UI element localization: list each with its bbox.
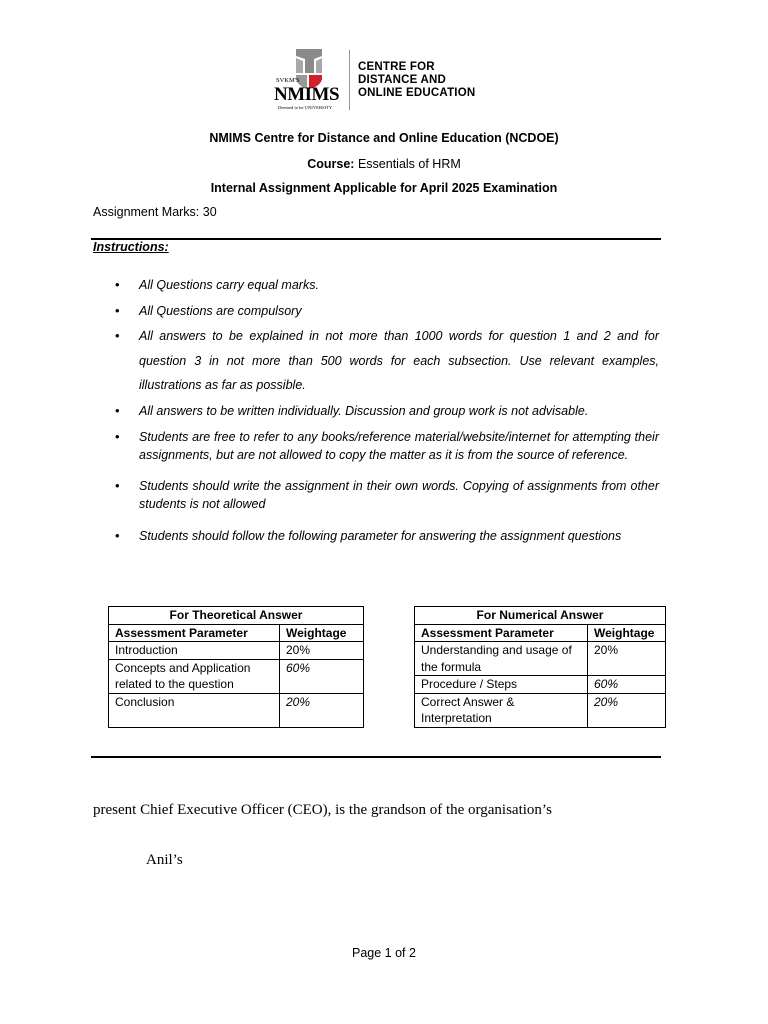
table-row bbox=[109, 659, 364, 693]
table-cell: Procedure / Steps bbox=[415, 676, 588, 694]
table-header-row bbox=[415, 624, 666, 642]
assignment-marks: Assignment Marks: 30 bbox=[93, 205, 217, 219]
nmims-emblem-icon bbox=[272, 46, 342, 114]
table-cell: 20% bbox=[280, 693, 364, 727]
body-text-line: present Chief Executive Officer (CEO), is the grandson of the organisation’s bbox=[93, 802, 552, 818]
table-cell: 60% bbox=[280, 659, 364, 693]
course-value: Essentials of HRM bbox=[357, 157, 461, 171]
table-header-row bbox=[109, 624, 364, 642]
bottom-divider bbox=[91, 756, 661, 758]
list-item: • Students should follow the following parameter for answering the assignment questions bbox=[93, 527, 659, 545]
table-cell: 20% bbox=[588, 642, 666, 676]
table-cell: 20% bbox=[280, 642, 364, 660]
list-item: • All Questions carry equal marks. bbox=[93, 276, 659, 294]
instructions-title: Instructions: bbox=[93, 240, 169, 254]
table-cell: Understanding and usage of the formula bbox=[415, 642, 588, 676]
table-cell: Conclusion bbox=[109, 693, 280, 727]
column-header: Assessment Parameter bbox=[415, 624, 588, 642]
instructions-list bbox=[93, 276, 659, 545]
table-caption: For Numerical Answer bbox=[415, 607, 666, 625]
list-item: • Students should write the assignment in their own words. Copying of assignments from other students is not allowed bbox=[93, 477, 659, 514]
course-line bbox=[0, 157, 768, 171]
logo-divider bbox=[349, 50, 350, 110]
assignment-title: Internal Assignment Applicable for April 2025 Examination bbox=[210, 181, 558, 195]
table-cell: Introduction bbox=[109, 642, 280, 660]
table-row bbox=[415, 642, 666, 676]
table-cell: Correct Answer & Interpretation bbox=[415, 693, 588, 727]
svg-text:SVKM'S: SVKM'S bbox=[276, 77, 300, 84]
body-text-line: Anil’s bbox=[146, 852, 183, 868]
table-cell: 60% bbox=[588, 676, 666, 694]
list-item: • All answers to be explained in not more than 1000 words for question 1 and 2 and for question 3 in not more than 500 words for each subsection. Use relevant examples, illustrations as far as possible. bbox=[93, 324, 659, 398]
column-header: Assessment Parameter bbox=[109, 624, 280, 642]
svg-text:Deemed to be UNIVERSITY: Deemed to be UNIVERSITY bbox=[278, 105, 333, 110]
list-item: • Students are free to refer to any books/reference material/website/internet for attempting their assignments, but are not allowed to copy the matter as it is from the source of reference. bbox=[93, 428, 659, 465]
list-item: • All answers to be written individually. Discussion and group work is not advisable. bbox=[93, 402, 659, 420]
institution-title: NMIMS Centre for Distance and Online Education (NCDOE) bbox=[209, 131, 559, 145]
table-cell: Concepts and Application related to the question bbox=[109, 659, 280, 693]
table-row bbox=[109, 693, 364, 727]
page-number: Page 1 of 2 bbox=[352, 946, 416, 960]
course-label: Course: bbox=[307, 157, 355, 171]
logo-org-name: CENTRE FOR DISTANCE AND ONLINE EDUCATION bbox=[358, 61, 476, 99]
column-header: Weightage bbox=[588, 624, 666, 642]
table-row bbox=[109, 642, 364, 660]
table-row bbox=[415, 693, 666, 727]
table-cell: 20% bbox=[588, 693, 666, 727]
top-divider bbox=[91, 238, 661, 240]
numerical-answer-table bbox=[414, 606, 666, 728]
nmims-logo bbox=[272, 46, 484, 114]
table-caption: For Theoretical Answer bbox=[109, 607, 364, 625]
theoretical-answer-table bbox=[108, 606, 364, 728]
table-row bbox=[415, 676, 666, 694]
list-item: • All Questions are compulsory bbox=[93, 302, 659, 320]
svg-text:NMIMS: NMIMS bbox=[274, 84, 340, 105]
column-header: Weightage bbox=[280, 624, 364, 642]
